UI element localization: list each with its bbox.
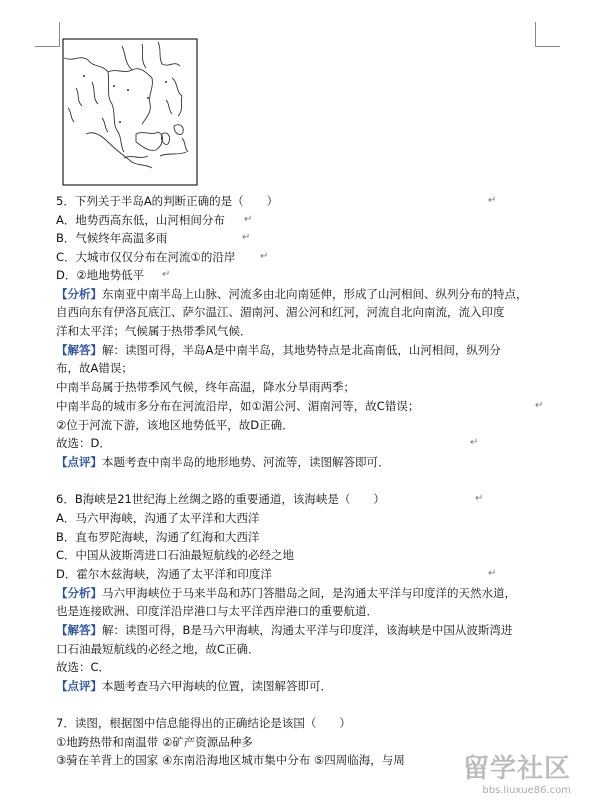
line-text: 解：读图可得，半岛A是中南半岛，其地势特点是北高南低，山河相间，纵列分 [102, 343, 501, 357]
line-text: C．中国从波斯湾进口石油最短航线的必经之地 [56, 548, 295, 562]
line-text: 东南亚中南半岛上山脉、河流多由北向南延伸，形成了山河相间、纵列分布的特点， [102, 287, 528, 301]
text-line [56, 528, 259, 546]
line-text: 布，故A错误； [56, 361, 133, 375]
text-line [56, 602, 378, 620]
line-text: 本题考查中南半岛的地形地势、河流等，读图解答即可． [102, 455, 390, 469]
section-tag: 【解答】 [56, 343, 102, 357]
text-line [56, 248, 235, 266]
text-line [56, 378, 355, 396]
line-text: ③骑在羊背上的国家 ④东南沿海地区城市集中分布 ⑤四周临海，与周 [56, 753, 405, 767]
text-line [56, 434, 111, 452]
line-text: ②位于河流下游，该地区地势低平，故D正确． [56, 418, 294, 432]
line-text: D．②地地势低平 [56, 268, 145, 282]
line-text: 马六甲海峡位于马来半岛和苏门答腊岛之间，是沟通太平洋与印度洋的天然水道， [102, 586, 516, 600]
paragraph-mark: ↵ [475, 493, 484, 504]
text-line [56, 285, 528, 303]
text-line [56, 341, 501, 359]
text-line [56, 490, 385, 508]
text-line [56, 359, 133, 377]
line-text: 故选：D． [56, 436, 111, 450]
watermark-url: bbs.liuxue86.com [482, 785, 571, 796]
line-text: 5．下列关于半岛A的判断正确的是（ ） [56, 194, 279, 208]
paragraph-mark: ↵ [260, 251, 269, 262]
line-text: A．地势西高东低，山河相间分布 [56, 213, 225, 227]
text-line [56, 322, 252, 340]
text-line [56, 211, 225, 229]
line-text: 本题考查马六甲海峡的位置，读图解答即可． [102, 679, 332, 693]
crop-mark-top-right [535, 22, 560, 47]
text-line [56, 303, 505, 321]
line-text: B．气候终年高温多雨 [56, 231, 168, 245]
paragraph-mark: ↵ [535, 400, 544, 411]
text-line [56, 584, 516, 602]
line-text: 洋和太平洋；气候属于热带季风气候． [56, 324, 252, 338]
line-text: D．霍尔木兹海峡，沟通了太平洋和印度洋 [56, 567, 272, 581]
text-line [56, 621, 512, 639]
paragraph-mark: ↵ [242, 232, 251, 243]
watermark-name: 留学社区 [462, 754, 571, 784]
crop-mark-top-left [35, 22, 60, 47]
line-text: 6．B海峡是21世纪海上丝绸之路的重要通道，该海峡是（ ） [56, 492, 385, 506]
text-line [56, 677, 332, 695]
watermark [433, 746, 579, 796]
text-line [56, 751, 405, 769]
paragraph-mark: ↵ [488, 568, 497, 579]
text-line [56, 714, 351, 732]
text-line [56, 565, 272, 583]
line-text: 中南半岛的城市多分布在河流沿岸，如①湄公河、湄南河等，故C错误； [56, 399, 420, 413]
line-text: 解：读图可得，B是马六甲海峡，沟通太平洋与印度洋，该海峡是中国从波斯湾进 [102, 623, 513, 637]
section-tag: 【分析】 [56, 586, 102, 600]
text-line [56, 658, 110, 676]
paragraph-mark: ↵ [244, 214, 253, 225]
text-line [56, 229, 167, 247]
line-text: A．马六甲海峡，沟通了太平洋和大西洋 [56, 511, 260, 525]
text-line [56, 640, 260, 658]
paragraph-mark: ↵ [488, 195, 497, 206]
text-line [56, 453, 390, 471]
text-line [56, 416, 294, 434]
line-text: 7．读图，根据图中信息能得出的正确结论是该国（ ） [56, 716, 351, 730]
text-line [56, 266, 144, 284]
paragraph-mark: ↵ [470, 437, 479, 448]
text-line [56, 509, 259, 527]
text-line [56, 546, 294, 564]
text-line [56, 733, 253, 751]
line-text: C．大城市仅仅分布在河流①的沿岸 [56, 250, 236, 264]
paragraph-mark: ↵ [162, 269, 171, 280]
line-text: ①地跨热带和南温带 ②矿产资源品种多 [56, 735, 253, 749]
section-tag: 【解答】 [56, 623, 102, 637]
line-text: 口石油最短航线的必经之地，故C正确． [56, 642, 260, 656]
text-line [56, 192, 278, 210]
line-text: 也是连接欧洲、印度洋沿岸港口与太平洋西岸港口的重要航道． [56, 604, 378, 618]
section-tag: 【点评】 [56, 455, 102, 469]
section-tag: 【分析】 [56, 287, 102, 301]
text-line [56, 397, 419, 415]
line-text: 自西向东有伊洛瓦底江、萨尔温江、湄南河、湄公河和红河，河流自北向南流，流入印度 [56, 305, 505, 319]
line-text: B．直布罗陀海峡，沟通了红海和大西洋 [56, 530, 260, 544]
section-tag: 【点评】 [56, 679, 102, 693]
line-text: 故选：C． [56, 660, 111, 674]
southeast-asia-map [62, 38, 198, 186]
line-text: 中南半岛属于热带季风气候，终年高温，降水分旱雨两季； [56, 380, 355, 394]
